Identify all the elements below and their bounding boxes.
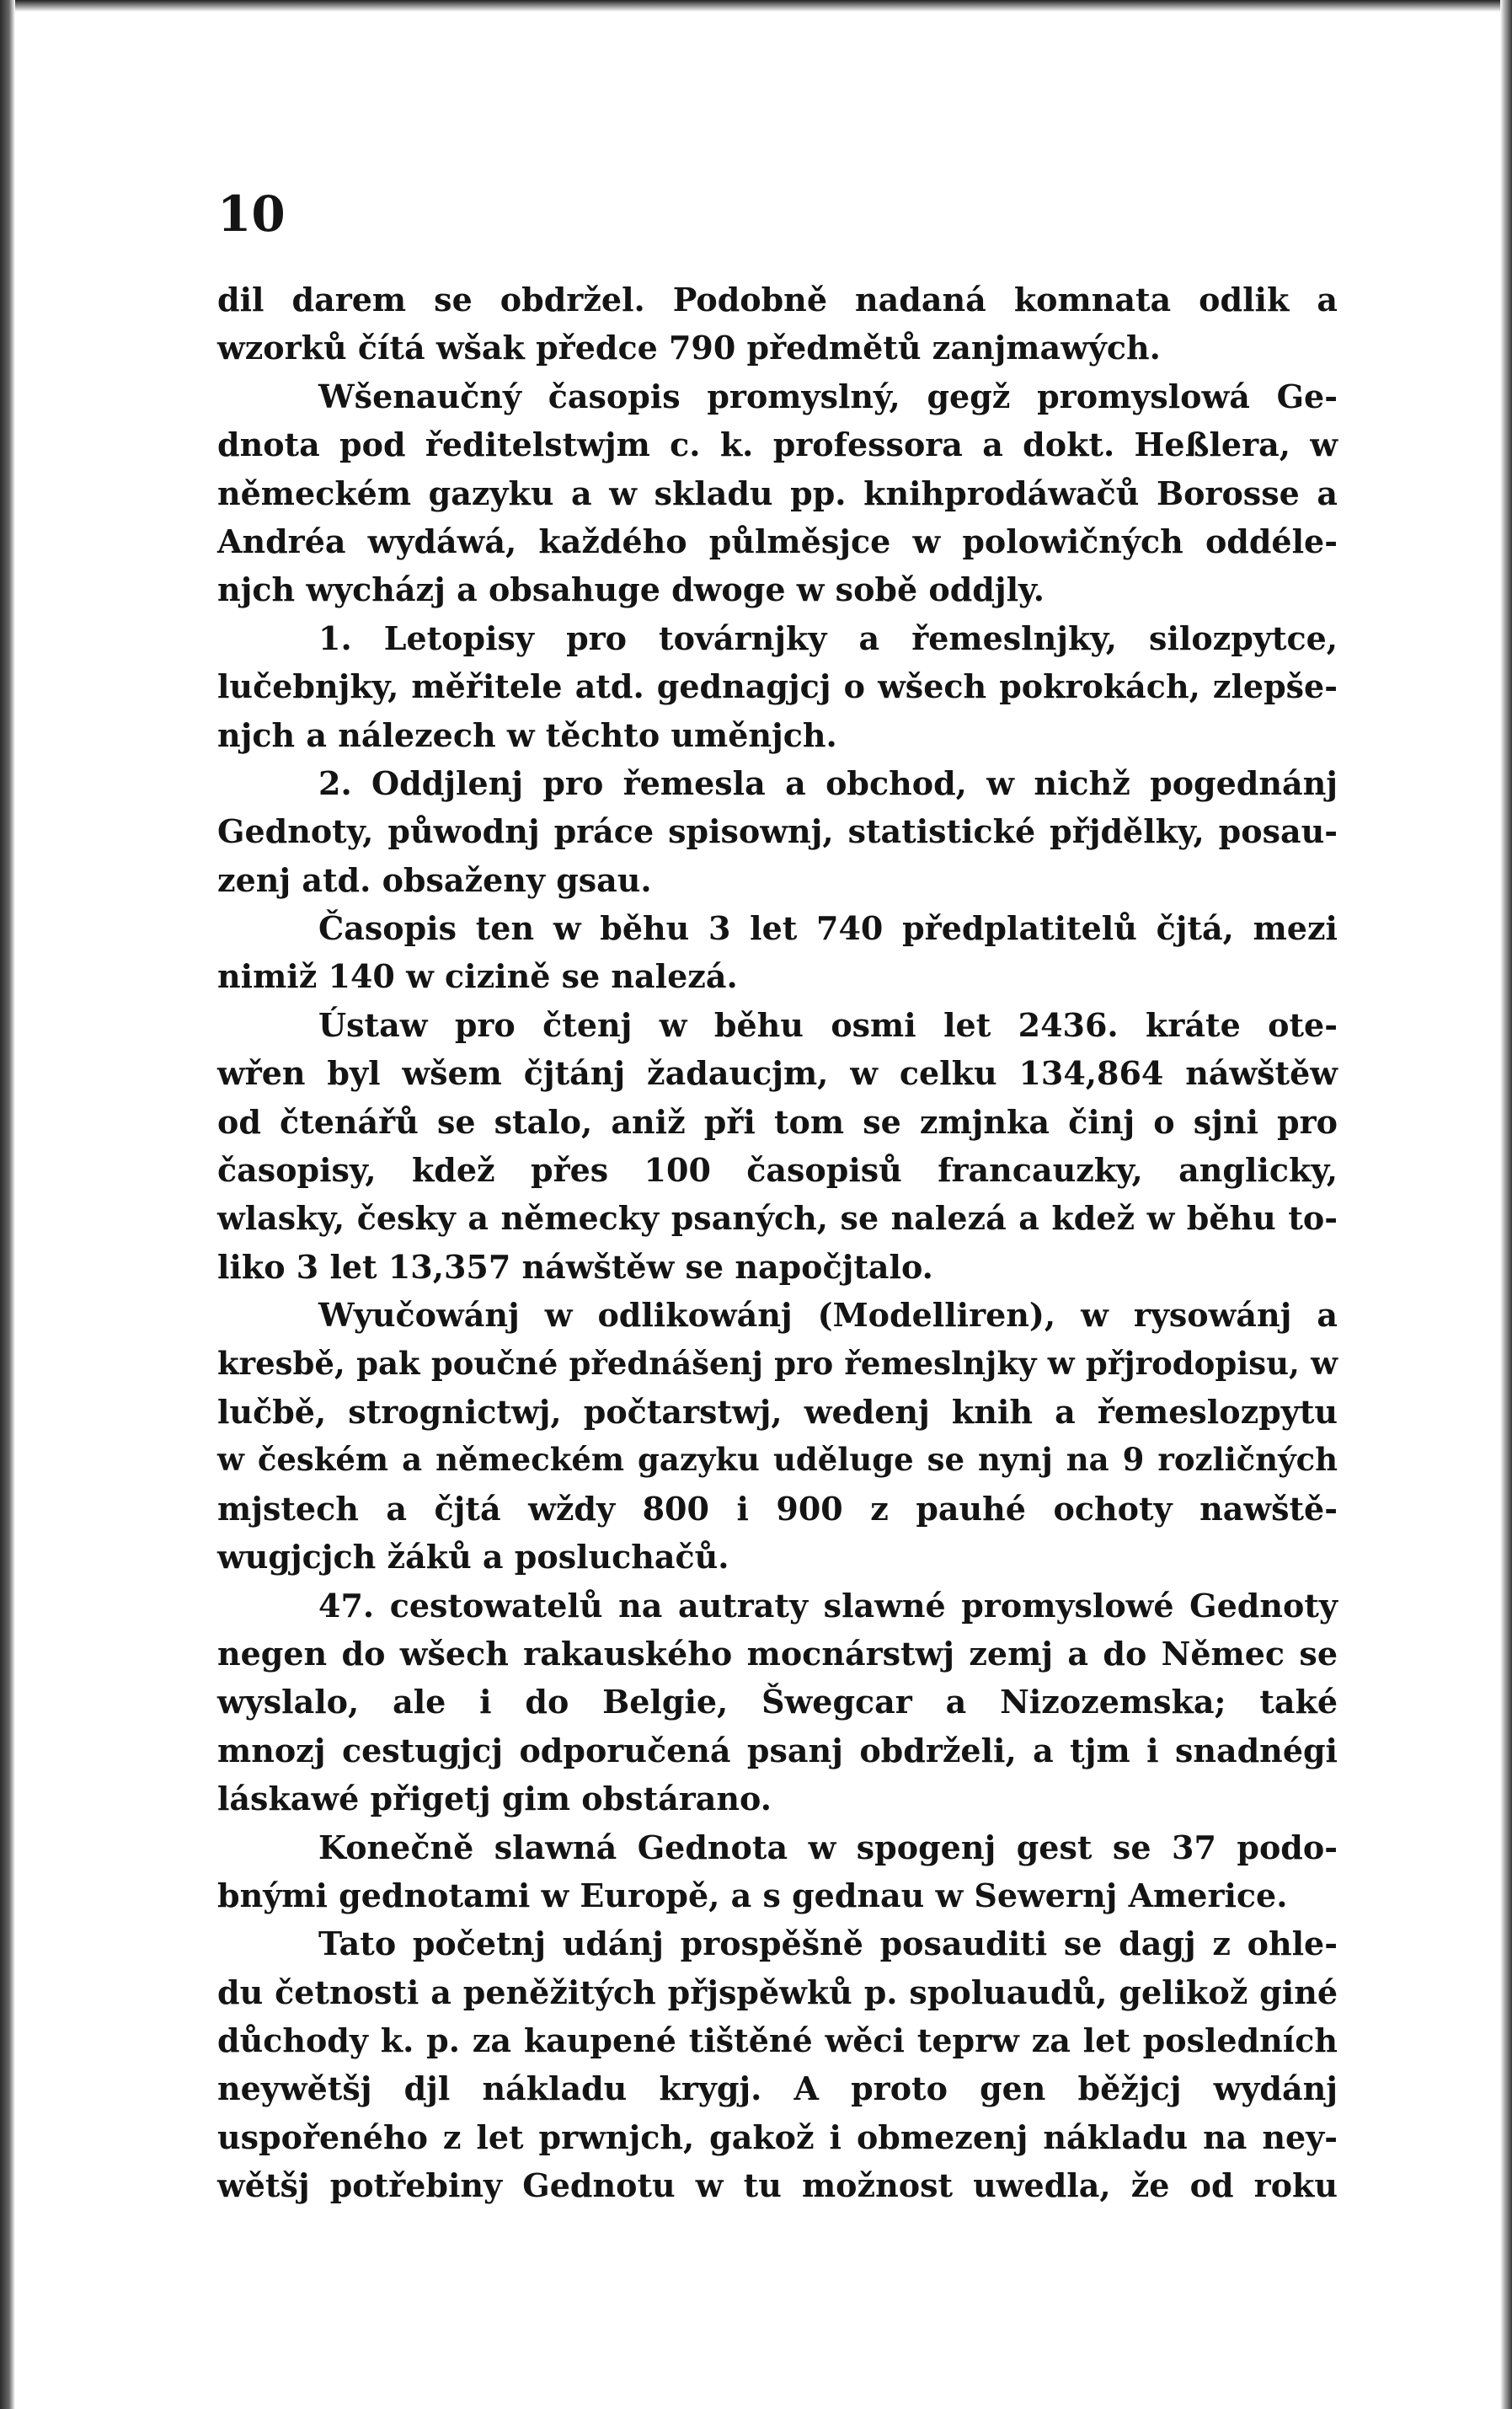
text-line: 47. cestowatelů na autraty slawné promyslowé Gednoty bbox=[318, 1586, 1338, 1625]
text-line: liko 3 let 13,357 náwštěw se napočjtalo. bbox=[217, 1247, 933, 1286]
text-line: wlasky, česky a německy psaných, se nalezá a kdež w běhu to- bbox=[217, 1199, 1338, 1238]
text-line: Andréa wydáwá, každého půlměsjce w polowičných oddéle- bbox=[217, 522, 1338, 560]
text-line: nimiž 140 w cizině se nalezá. bbox=[217, 957, 738, 996]
page-number: 10 bbox=[217, 185, 286, 243]
text-line: Konečně slawná Gednota w spogenj gest se 37 podo- bbox=[318, 1828, 1338, 1866]
text-line: dnota pod ředitelstwjm c. k. professora a dokt. Heßlera, w bbox=[217, 426, 1338, 464]
text-line: Tato početnj udánj prospěšně posauditi se dagj z ohle- bbox=[318, 1925, 1338, 1963]
text-line: negen do wšech rakauského mocnárstwj zemj a do Němec se bbox=[217, 1634, 1338, 1673]
text-line: lučbě, strognictwj, počtarstwj, wedenj knih a řemeslozpytu bbox=[217, 1392, 1338, 1431]
text-line: wzorků čítá wšak předce 790 předmětů zanjmawých. bbox=[217, 329, 1161, 367]
text-line: Wyučowánj w odlikowánj (Modelliren), w rysowánj a bbox=[318, 1296, 1338, 1335]
text-line: wřen byl wšem čjtánj žadaucjm, w celku 134,864 náwštěw bbox=[217, 1054, 1338, 1093]
text-line: Wšenaučný časopis promyslný, gegž promyslowá Ge- bbox=[318, 377, 1338, 415]
text-line: neywětšj djl nákladu krygj. A proto gen běžjcj wydánj bbox=[217, 2069, 1338, 2108]
text-line: kresbě, pak poučné přednášenj pro řemeslnjky w přjrodopisu, w bbox=[217, 1344, 1338, 1382]
text-line: Ústaw pro čtenj w běhu osmi let 2436. kráte ote- bbox=[318, 1005, 1338, 1044]
text-line: láskawé přigetj gim obstárano. bbox=[217, 1780, 772, 1818]
text-line: njch wycházj a obsahuge dwoge w sobě oddjly. bbox=[217, 570, 1045, 609]
body-text bbox=[217, 276, 1338, 2210]
text-line: dil darem se obdržel. Podobně nadaná komnata odlik a bbox=[217, 281, 1338, 319]
text-line: Časopis ten w běhu 3 let 740 předplatitelů čjtá, mezi bbox=[318, 909, 1338, 948]
text-line: mjstech a čjtá wždy 800 i 900 z pauhé ochoty nawště- bbox=[217, 1489, 1338, 1528]
text-line: wugjcjch žáků a posluchačů. bbox=[217, 1538, 729, 1577]
text-line: njch a nálezech w těchto uměnjch. bbox=[217, 715, 837, 754]
text-line: uspořeného z let prwnjch, gakož i obmezenj nákladu na ney- bbox=[217, 2117, 1338, 2156]
text-line: mnozj cestugjcj odporučená psanj obdrželi, a tjm i snadnégi bbox=[217, 1731, 1338, 1769]
text-line: důchody k. p. za kaupené tištěné wěci teprw za let posledních bbox=[217, 2021, 1338, 2060]
text-line: 1. Letopisy pro továrnjky a řemeslnjky, silozpytce, bbox=[318, 618, 1338, 657]
text-line: lučebnjky, měřitele atd. gednagjcj o wšech pokrokách, zlepše- bbox=[217, 667, 1338, 706]
scan-edge-left bbox=[0, 0, 15, 2409]
book-page bbox=[217, 181, 1338, 2355]
text-line: 2. Oddjlenj pro řemesla a obchod, w nichž pogednánj bbox=[318, 763, 1338, 802]
text-line: časopisy, kdež přes 100 časopisů francauzky, anglicky, bbox=[217, 1151, 1338, 1190]
scan-edge-right bbox=[1500, 0, 1512, 2409]
text-line: wětšj potřebiny Gednotu w tu možnost uwedla, že od roku bbox=[217, 2166, 1338, 2205]
text-line: w českém a německém gazyku uděluge se nynj na 9 rozličných bbox=[217, 1441, 1338, 1479]
text-line: wyslalo, ale i do Belgie, Šwegcar a Nizozemska; také bbox=[217, 1683, 1338, 1721]
text-line: od čtenářů se stalo, aniž při tom se zmjnka činj o sjni pro bbox=[217, 1102, 1338, 1141]
text-line: du četnosti a peněžitých přjspěwků p. spoluaudů, gelikož giné bbox=[217, 1973, 1338, 2011]
text-line: zenj atd. obsaženy gsau. bbox=[217, 860, 652, 899]
text-line: německém gazyku a w skladu pp. knihprodáwačů Borosse a bbox=[217, 474, 1338, 512]
text-line: bnými gednotami w Europě, a s gednau w Sewernj Americe. bbox=[217, 1876, 1288, 1914]
scan-edge-top bbox=[0, 0, 1512, 12]
text-line: Gednoty, půwodnj práce spisownj, statistické přjdělky, posau- bbox=[217, 812, 1338, 851]
